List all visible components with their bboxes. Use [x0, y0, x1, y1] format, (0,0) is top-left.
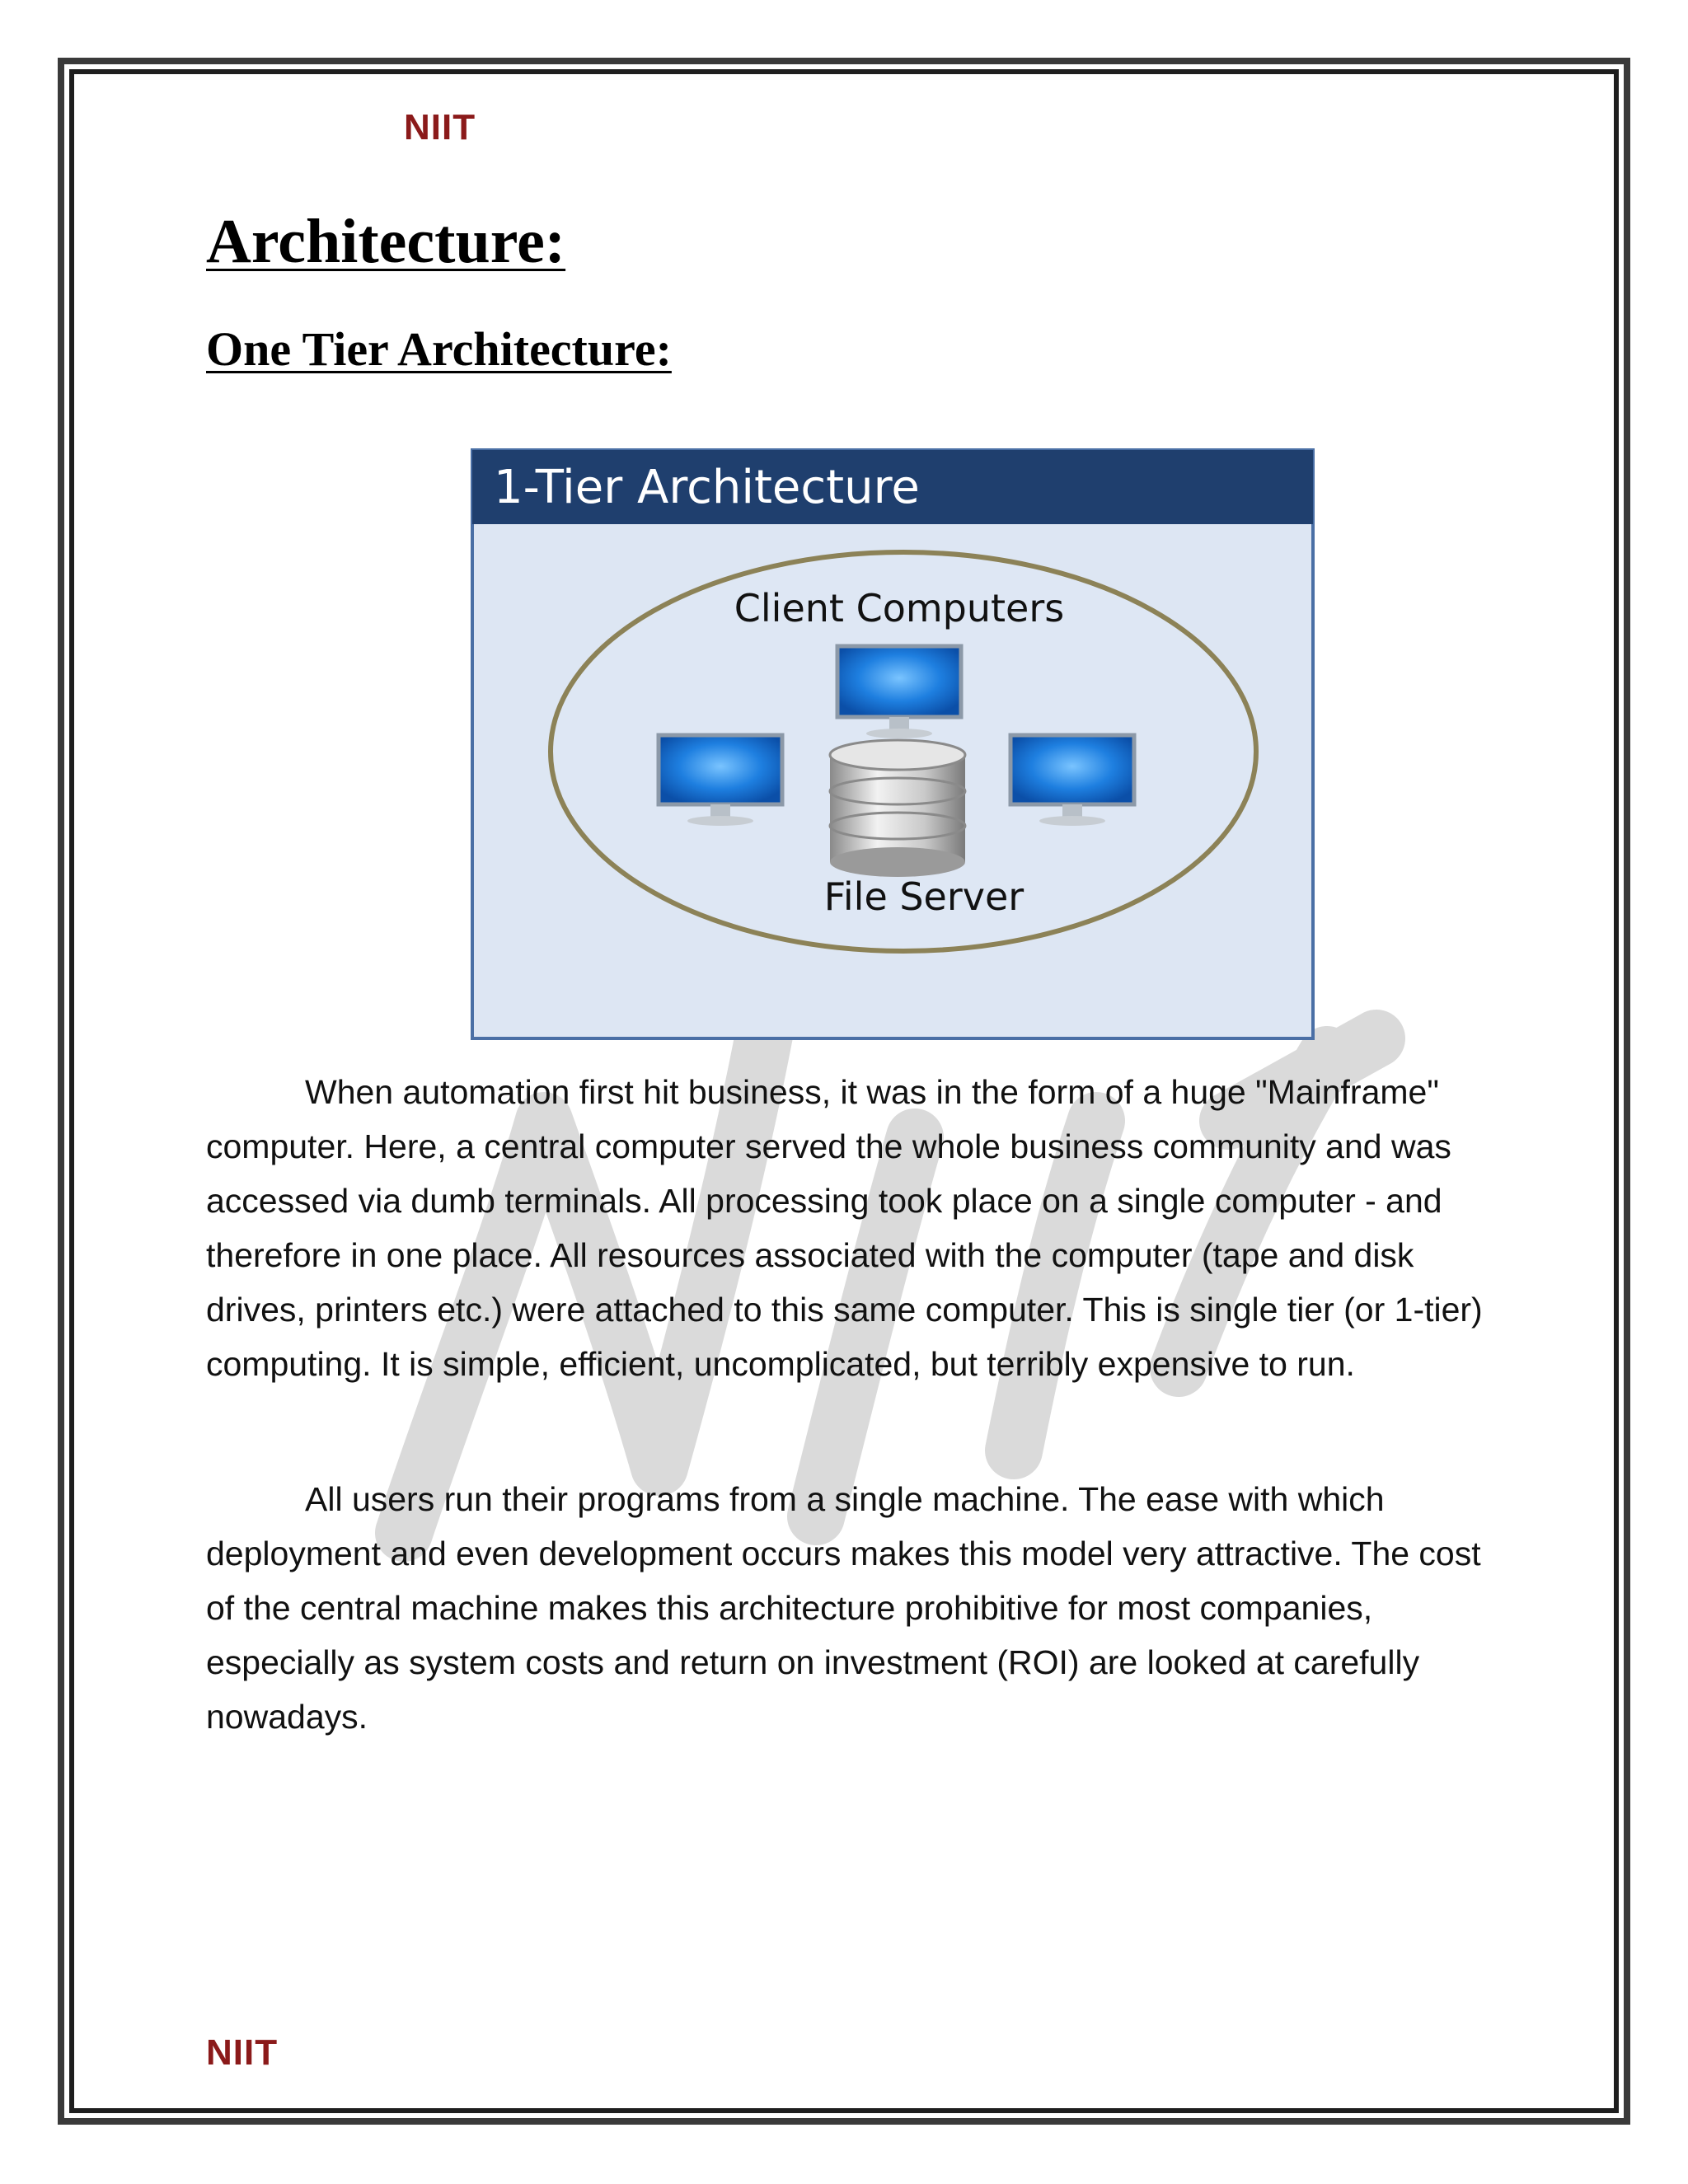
paragraph-mainframe: When automation first hit business, it was in the form of a huge "Mainframe" computer. Here, a central computer served the whole business community and was accessed via dumb terminals. All processing took place on a single computer - and therefore in one place. All resources associated with the computer (tape and disk drives, printers etc.) were attached to this same computer. This is single tier (or 1-tier) computing. It is simple, efficient, uncomplicated, but terribly expensive to run. [206, 1073, 1483, 1383]
one-tier-architecture-diagram [471, 448, 1315, 1040]
file-server-label: File Server [823, 874, 1025, 919]
page-heading: Architecture: [206, 207, 566, 276]
footer-niit-logo: NIIT [206, 2032, 279, 2073]
section-heading: One Tier Architecture: [206, 322, 672, 376]
diagram-title: 1-Tier Architecture [494, 461, 920, 514]
header-niit-logo: NIIT [404, 107, 476, 148]
database-server-icon [830, 740, 965, 877]
client-computers-label: Client Computers [734, 586, 1065, 630]
paragraph-single-machine: All users run their programs from a single machine. The ease with which deployment and even development occurs makes this model very attractive. The cost of the central machine makes this architecture prohibitive for most companies, especially as system costs and return on investment (ROI) are looked at carefully nowadays. [206, 1480, 1481, 1736]
